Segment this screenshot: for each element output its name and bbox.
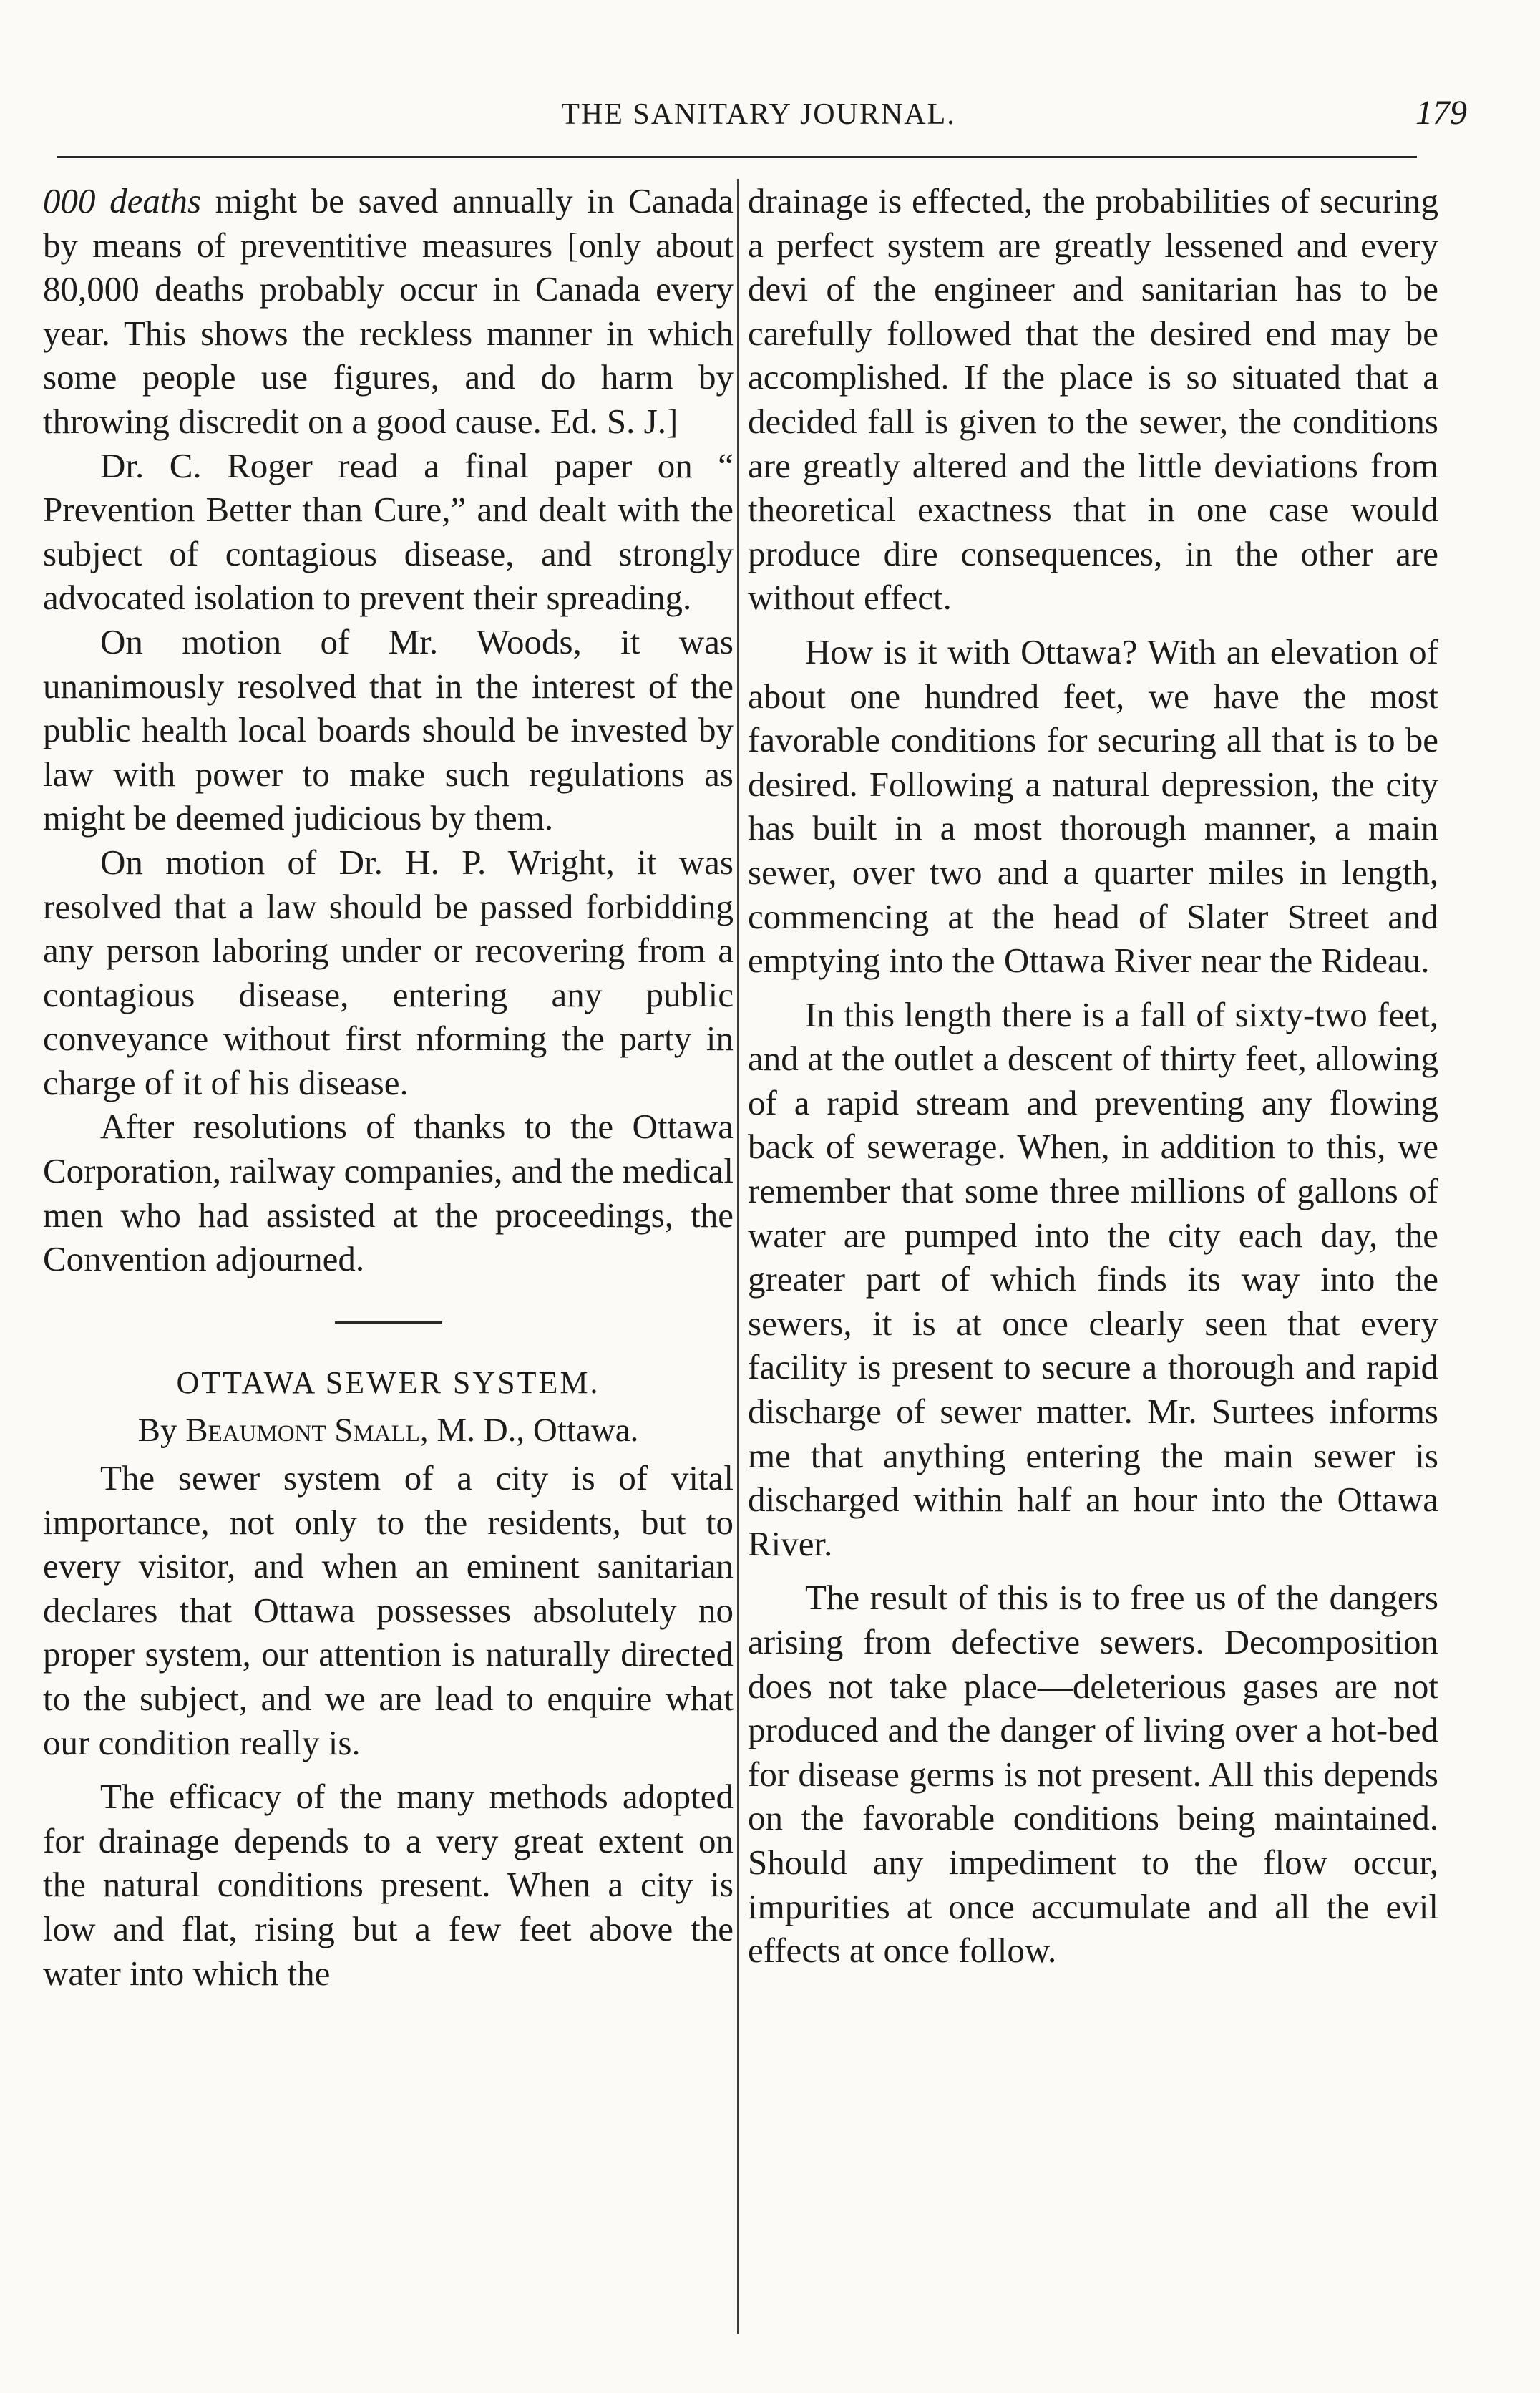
running-title: THE SANITARY JOURNAL. bbox=[561, 98, 956, 131]
byline-suffix: , M. D., Ottawa. bbox=[419, 1412, 639, 1450]
paragraph-roger-paper: Dr. C. Roger read a final paper on “ Prevention Better than Cure,” and dealt with the subject of contagious disease, and strongly advocated isolation to prevent their spreading. bbox=[43, 445, 734, 618]
paragraph-adjournment: After resolutions of thanks to the Ottawa Corporation, railway companies, and the medical men who had assisted at the proceedings, the Convention adjourned. bbox=[43, 1107, 734, 1279]
byline-author: Beaumont Small bbox=[185, 1412, 420, 1450]
deaths-note-text: might be saved annually in Canada by means of preventitive measures [only about 80,000 deaths probably occur in Canada every year. This shows the reckless manner in which some people use figures, and do harm by throwing discredit on a good cause. Ed. S. J.] bbox=[43, 181, 734, 441]
paragraph-fall-and-outlet: In this length there is a fall of sixty-two feet, and at the outlet a descent of thirty feet, allowing of a rapid stream and preventing any flowing back of sewerage. When, in addition to this, we remember that some three millions of gallons of water are pumped into the city each day, the greater part of which finds its way into the sewers, it is at once clearly seen that every facility is present to secure a thorough and rapid discharge of sewer matter. Mr. Surtees informs me that anything entering the main sewer is discharged within half an hour into the Ottawa River. bbox=[748, 994, 1438, 1563]
paragraph-drainage-methods: The efficacy of the many methods adopted for drainage depends to a very great extent on the natural conditions present. When a city is low and flat, rising but a few feet above the water into which the bbox=[43, 1777, 734, 1993]
paragraph-ottawa-elevation: How is it with Ottawa? With an elevation of about one hundred feet, we have the most favorable conditions for securing all that is to be desired. Following a natural depression, the city has built in a most thorough manner, a main sewer, over two and a quarter miles in length, commencing at the head of Slater Street and emptying into the Ottawa River near the Rideau. bbox=[748, 631, 1438, 981]
header-rule bbox=[57, 156, 1417, 158]
paragraph-deaths-note bbox=[43, 179, 734, 444]
column-divider bbox=[737, 179, 739, 2334]
paragraph-sewer-importance: The sewer system of a city is of vital importance, not only to the residents, but to every visitor, and when an eminent sanitarian declares that Ottawa possesses absolutely no proper system, our attention is naturally directed to the subject, and we are lead to enquire what our condition really is. bbox=[43, 1458, 734, 1762]
left-column bbox=[43, 179, 734, 1995]
paragraph-woods-motion: On motion of Mr. Woods, it was unanimously resolved that in the interest of the public health local boards should be invested by law with power to make such regulations as might be deemed judicious by them. bbox=[43, 621, 734, 838]
right-column bbox=[748, 179, 1438, 1973]
paragraph-drainage-effected: drainage is effected, the probabilities of securing a perfect system are greatly lessened and every devi of the engineer and sanitarian has to be carefully followed that the desired end may be accomplished. If the place is so situated that a decided fall is given to the sewer, the conditions are greatly altered and the little deviations from theoretical exactness that in one case would produce dire consequences, in the other are without effect. bbox=[748, 181, 1438, 618]
section-divider bbox=[335, 1321, 442, 1324]
article-byline bbox=[43, 1409, 734, 1453]
page-header bbox=[43, 92, 1474, 149]
page-number: 179 bbox=[1415, 94, 1467, 132]
paragraph-wright-motion: On motion of Dr. H. P. Wright, it was resolved that a law should be passed forbidding any person laboring under or recovering from a contagious disease, entering any public conveyance without first nforming the party in charge of it of his disease. bbox=[43, 842, 734, 1102]
paragraph-result: The result of this is to free us of the dangers arising from defective sewers. Decomposition does not take place—deleterious gases are not produced and the danger of living over a hot-bed for disease germs is not present. All this depends on the favorable conditions being maintained. Should any impediment to the flow occur, impurities at once accumulate and all the evil effects at once follow. bbox=[748, 1578, 1438, 1971]
byline-prefix: By bbox=[137, 1412, 186, 1450]
article-title: OTTAWA SEWER SYSTEM. bbox=[176, 1364, 600, 1400]
italic-deaths: 000 deaths bbox=[43, 181, 202, 220]
